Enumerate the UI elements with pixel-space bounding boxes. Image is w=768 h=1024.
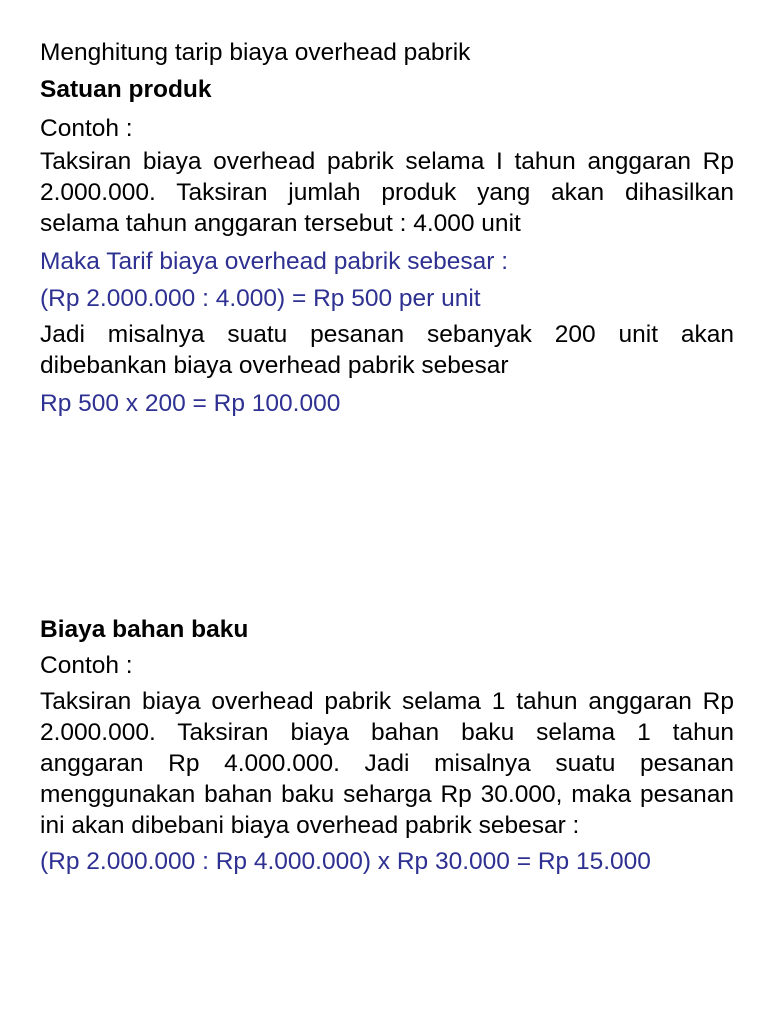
example-paragraph: Taksiran biaya overhead pabrik selama 1 tahun anggaran Rp 2.000.000. Taksiran biaya bahan baku selama 1 tahun anggaran Rp 4.000.000. Jadi misalnya suatu pesanan menggunakan bahan baku seharga Rp 30.000, maka pesanan ini akan dibebani biaya overhead pabrik sebesar : — [40, 688, 734, 839]
result-calculation: (Rp 2.000.000 : Rp 4.000.000) x Rp 30.000 = Rp 15.000 — [40, 848, 651, 875]
followup-paragraph: Jadi misalnya suatu pesanan sebanyak 200 unit akan dibebankan biaya overhead pabrik sebesar — [40, 321, 734, 379]
example-paragraph: Taksiran biaya overhead pabrik selama I tahun anggaran Rp 2.000.000. Taksiran jumlah produk yang akan dihasilkan selama tahun anggaran tersebut : 4.000 unit — [40, 148, 734, 237]
document-title: Menghitung tarip biaya overhead pabrik — [40, 39, 471, 66]
example-label: Contoh : — [40, 115, 133, 142]
tariff-intro: Maka Tarif biaya overhead pabrik sebesar : — [40, 248, 509, 275]
example-label: Contoh : — [40, 652, 133, 679]
section-heading-biaya-bahan-baku: Biaya bahan baku — [40, 616, 249, 643]
tariff-calculation: (Rp 2.000.000 : 4.000) = Rp 500 per unit — [40, 285, 481, 312]
section-heading-satuan-produk: Satuan produk — [40, 76, 212, 103]
result-calculation: Rp 500 x 200 = Rp 100.000 — [40, 390, 341, 417]
